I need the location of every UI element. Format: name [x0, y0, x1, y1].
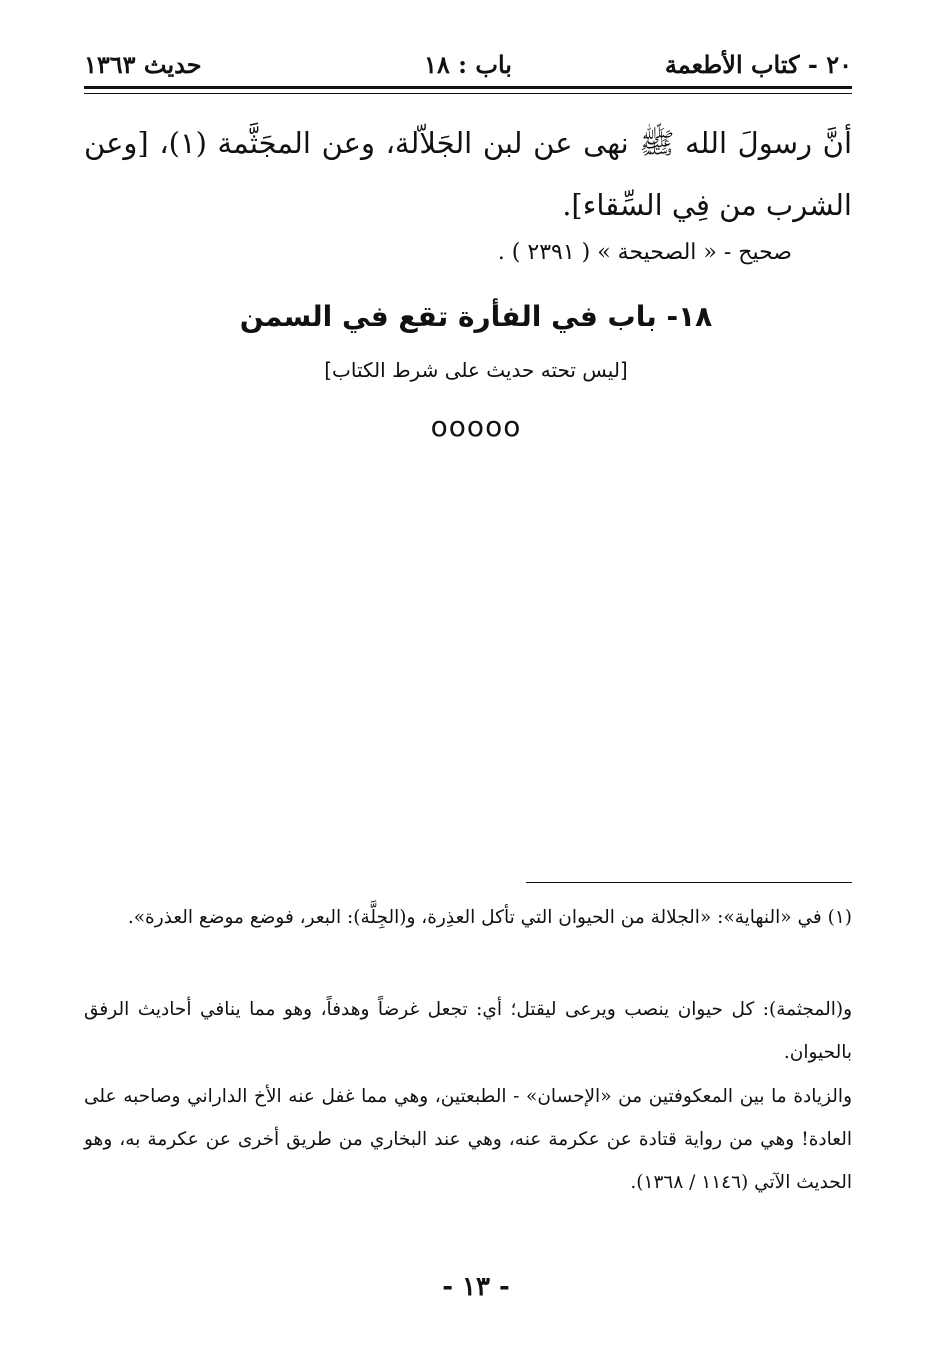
- header-book-title: ٢٠ - كتاب الأطعمة: [664, 50, 852, 79]
- footnote-rule: [526, 882, 852, 883]
- chapter-title: ١٨- باب في الفأرة تقع في السمن: [239, 300, 713, 333]
- header-rule-thin: [84, 93, 852, 94]
- header-chapter: باب : ١٨: [424, 50, 512, 79]
- hadith-grade: صحيح - « الصحيحة » ( ٢٣٩١ ) .: [497, 240, 792, 265]
- header-rule-thick: [84, 86, 852, 89]
- header-hadith-number: حديث ١٣٦٣: [84, 50, 202, 79]
- page-number: - ١٣ -: [442, 1272, 510, 1302]
- hadith-text: أنَّ رسولَ الله ﷺ نهى عن لبن الجَلاّلة، وعن المجَثَّمة (١)، [وعن الشرب من فِي السِّقاء].: [84, 126, 853, 222]
- footnote-3: والزيادة ما بين المعكوفتين من «الإحسان» - الطبعتين، وهي مما غفل عنه الأخ الداراني وصاحبه على العادة! وهي من رواية قتادة عن عكرمة عنه، وهي عند البخاري من طريق أخرى عن عكرمة به، وهو الحديث الآتي (١١٤٦ / ١٣٦٨).: [84, 1086, 852, 1193]
- footnote-1: (١) في «النهاية»: «الجلالة من الحيوان التي تأكل العذِرة، و(الجِلَّة): البعر، فوضع موضع العذرة».: [127, 907, 852, 928]
- running-header: [84, 44, 852, 84]
- footnote-2: و(المجثمة): كل حيوان ينصب ويرعى ليقتل؛ أي: تجعل غرضاً وهدفاً، وهو مما ينافي أحاديث الرفق بالحيوان.: [84, 999, 852, 1063]
- chapter-note: [ليس تحته حديث على شرط الكتاب]: [324, 358, 628, 382]
- section-separator: ooooo: [430, 410, 522, 443]
